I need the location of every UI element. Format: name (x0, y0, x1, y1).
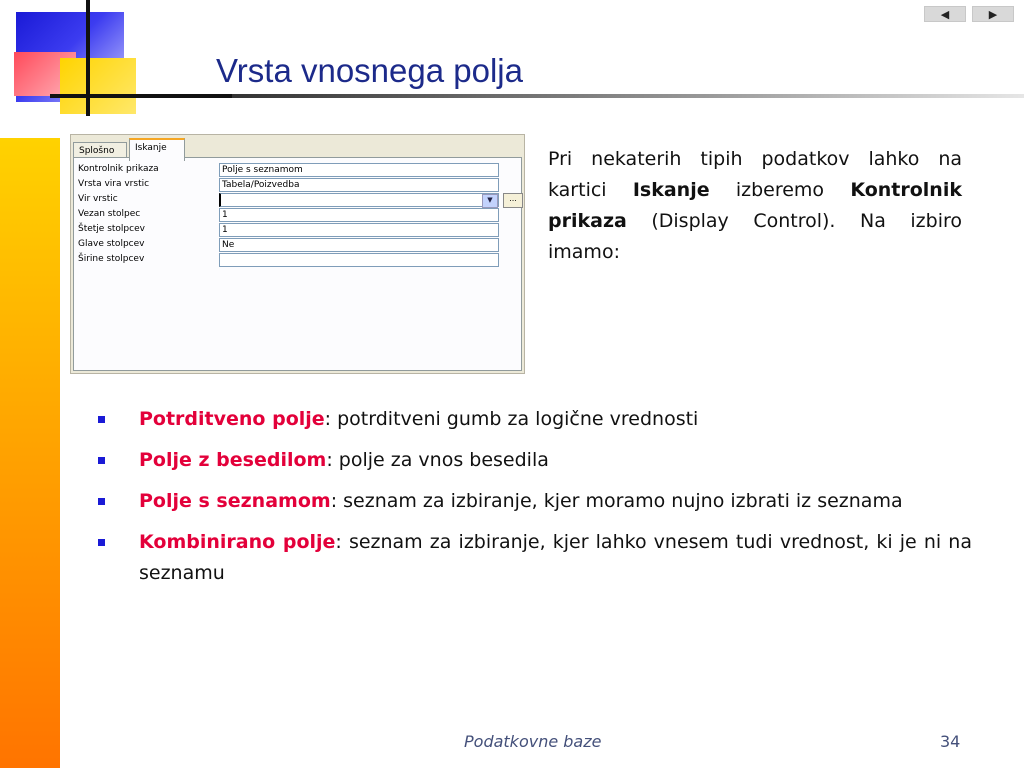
tab-splosno[interactable]: Splošno (73, 142, 127, 159)
row-source-field[interactable] (219, 193, 499, 207)
property-value-field[interactable]: Ne (219, 238, 499, 252)
list-item: Polje z besedilom: polje za vnos besedila (96, 445, 972, 476)
property-row (74, 238, 521, 253)
next-slide-button[interactable] (972, 6, 1014, 22)
title-underline-dark (50, 94, 232, 98)
property-row (74, 163, 521, 178)
list-item: Kombinirano polje: seznam za izbiranje, kjer lahko vnesem tudi vrednost, ki je ni na seznamu (96, 527, 972, 589)
slide-title: Vrsta vnosnega polja (216, 52, 523, 89)
lookup-properties-panel (73, 157, 522, 371)
property-value-field[interactable]: 1 (219, 223, 499, 237)
property-label: Vrsta vira vrstic (78, 179, 150, 189)
property-row (74, 223, 521, 238)
property-value-field[interactable]: Polje s seznamom (219, 163, 499, 177)
intro-paragraph: Pri nekaterih tipih podatkov lahko na kartici Iskanje izberemo Kontrolnik prikaza (Display Control). Na izbiro imamo: (548, 148, 962, 263)
property-row (74, 178, 521, 193)
bullet-square-icon (98, 539, 105, 546)
builder-button[interactable]: ... (503, 193, 523, 208)
tab-iskanje[interactable]: Iskanje (129, 138, 185, 161)
list-item: Polje s seznamom: seznam za izbiranje, kjer moramo nujno izbrati iz seznama (96, 486, 972, 517)
logo-yellow-square (60, 58, 136, 114)
list-item: Potrditveno polje: potrditveni gumb za logične vrednosti (96, 404, 972, 435)
property-row (74, 208, 521, 223)
property-label: Vir vrstic (78, 194, 118, 204)
property-value-field[interactable]: 1 (219, 208, 499, 222)
left-accent-bar (0, 138, 60, 768)
page-number: 34 (940, 732, 961, 751)
chevron-down-icon[interactable]: ▼ (482, 194, 498, 208)
bullet-square-icon (98, 416, 105, 423)
bullet-square-icon (98, 498, 105, 505)
property-value-field[interactable]: Tabela/Poizvedba (219, 178, 499, 192)
title-underline-gradient (232, 94, 1024, 98)
property-row (74, 253, 521, 268)
logo-vertical-line (86, 0, 90, 116)
property-row (74, 193, 521, 208)
property-label: Vezan stolpec (78, 209, 141, 219)
arrow-left-icon: ◀ (940, 7, 950, 21)
bullet-list (96, 404, 972, 599)
property-label: Kontrolnik prikaza (78, 164, 159, 174)
arrow-right-icon: ▶ (988, 7, 998, 21)
property-label: Glave stolpcev (78, 239, 145, 249)
footer-title: Podatkovne baze (464, 732, 602, 751)
property-value-field[interactable] (219, 253, 499, 267)
property-label: Širine stolpcev (78, 254, 145, 264)
bullet-square-icon (98, 457, 105, 464)
properties-dialog-screenshot (70, 134, 525, 374)
property-label: Štetje stolpcev (78, 224, 145, 234)
prev-slide-button[interactable] (924, 6, 966, 22)
